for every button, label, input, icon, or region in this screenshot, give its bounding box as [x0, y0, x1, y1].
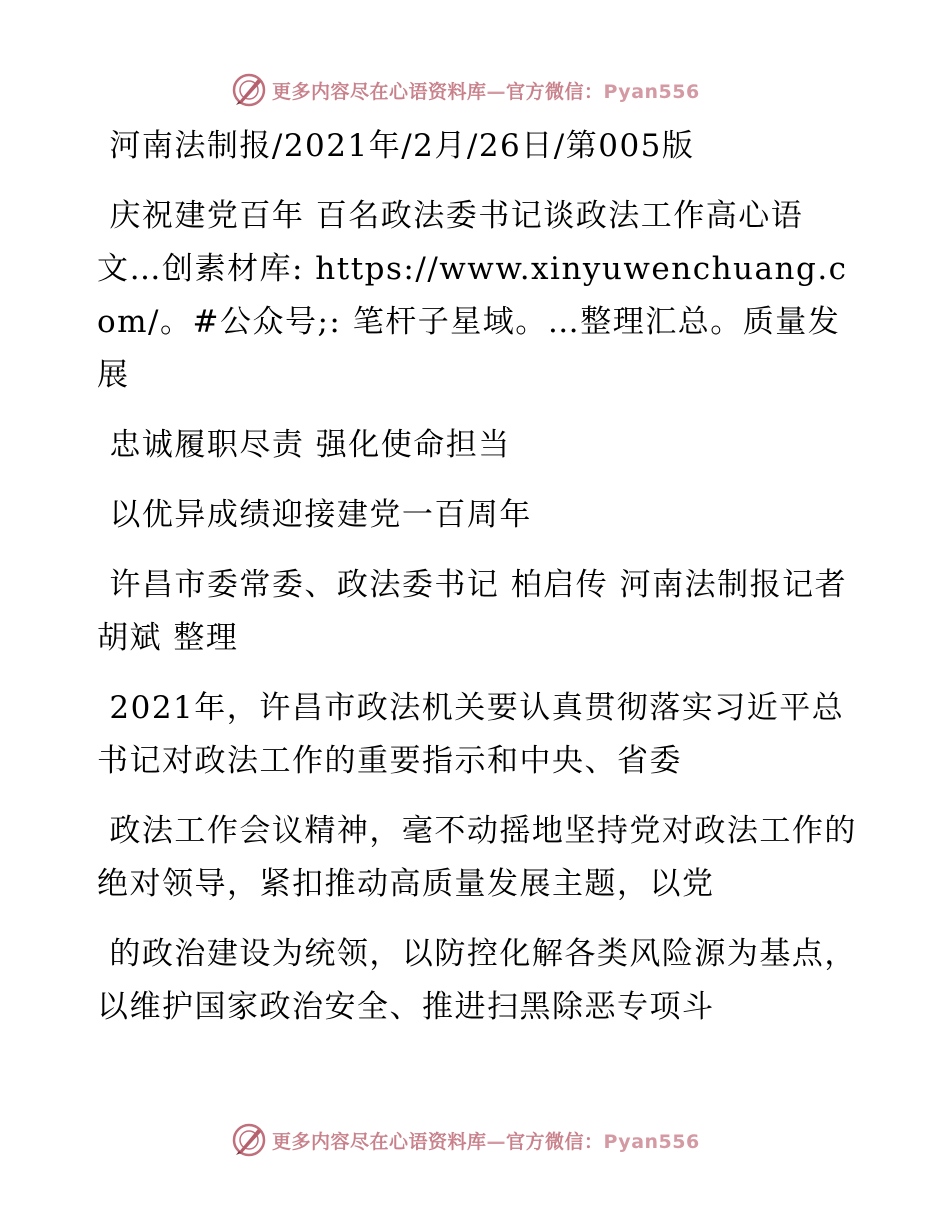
document-body	[97, 120, 867, 1051]
paragraph-body: 2021年，许昌市政法机关要认真贯彻落实习近平总书记对政法工作的重要指示和中央、省委	[97, 690, 845, 779]
paragraph-headline-1: 忠诚履职尽责 强化使命担当	[109, 427, 511, 463]
footer-watermark-banner	[232, 1120, 732, 1160]
paragraph-column-title: 庆祝建党百年 百名政法委书记谈政法工作高心语文…创素材库: https://www.xinyuwenchuang.com/。#公众号;: 笔杆子星域。…整理汇总。质量发展	[97, 198, 848, 393]
pen-logo-icon	[232, 1123, 266, 1157]
paragraph-body: 政法工作会议精神，毫不动摇地坚持党对政法工作的绝对领导，紧扣推动高质量发展主题，以党	[97, 813, 857, 902]
banner-text: 更多内容尽在心语资料库—官方微信：Pyan556	[272, 1130, 700, 1153]
banner-text: 更多内容尽在心语资料库—官方微信：Pyan556	[272, 80, 700, 103]
paragraph-source-line: 河南法制报/2021年/2月/26日/第005版	[109, 128, 695, 164]
header-watermark-banner	[232, 70, 732, 110]
paragraph-body: 的政治建设为统领，以防控化解各类风险源为基点，以维护国家政治安全、推进扫黑除恶专项斗	[97, 936, 857, 1025]
paragraph-headline-2: 以优异成绩迎接建党一百周年	[109, 497, 532, 533]
pen-logo-icon	[232, 73, 266, 107]
paragraph-byline: 许昌市委常委、政法委书记 柏启传 河南法制报记者 胡斌 整理	[97, 567, 848, 656]
